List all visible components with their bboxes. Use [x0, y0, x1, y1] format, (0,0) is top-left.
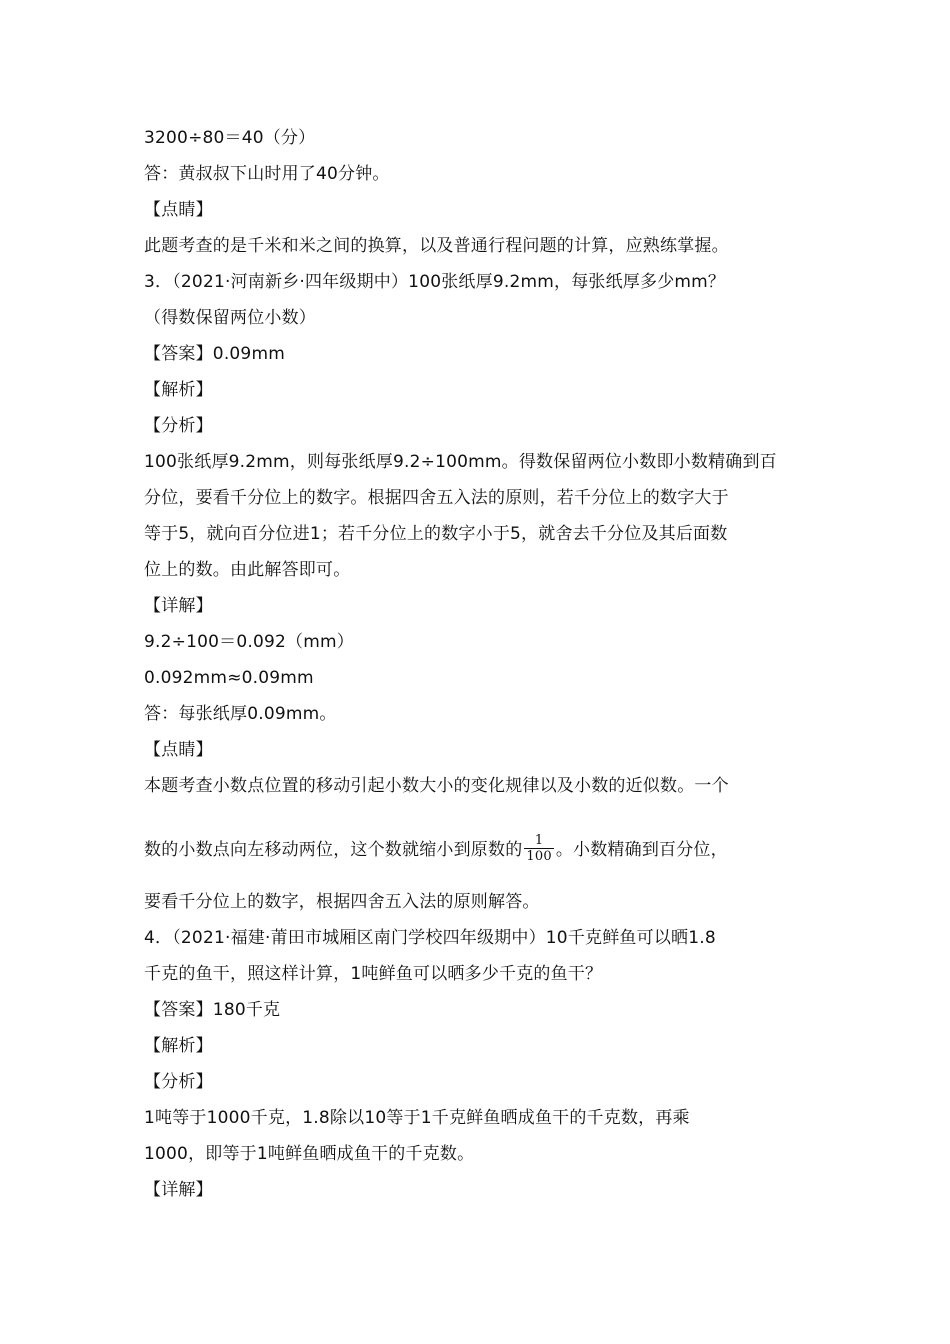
question-line: （得数保留两位小数） — [144, 308, 316, 328]
section-heading: 【分析】 — [144, 416, 213, 436]
answer-line: 答：黄叔叔下山时用了40分钟。 — [144, 164, 390, 184]
question-line: 4．（2021·福建·莆田市城厢区南门学校四年级期中）10千克鲜鱼可以晒1.8 — [144, 928, 716, 948]
paragraph-line: 等于5，就向百分位进1；若千分位上的数字小于5，就舍去千分位及其后面数 — [144, 524, 728, 544]
paragraph-line: 1000，即等于1吨鲜鱼晒成鱼干的千克数。 — [144, 1144, 475, 1164]
answer-line: 【答案】0.09mm — [144, 344, 285, 364]
section-heading: 【点睛】 — [144, 740, 213, 760]
section-heading: 【详解】 — [144, 1180, 213, 1200]
paragraph-line: 本题考查小数点位置的移动引起小数大小的变化规律以及小数的近似数。一个 — [144, 776, 729, 796]
paragraph-line: 要看千分位上的数字，根据四舍五入法的原则解答。 — [144, 892, 540, 912]
paragraph-line: 分位，要看千分位上的数字。根据四舍五入法的原则，若千分位上的数字大于 — [144, 488, 729, 508]
section-heading: 【详解】 — [144, 596, 213, 616]
section-heading: 【解析】 — [144, 380, 213, 400]
section-heading: 【点睛】 — [144, 200, 213, 220]
question-line: 3．（2021·河南新乡·四年级期中）100张纸厚9.2mm，每张纸厚多少mm？ — [144, 272, 726, 292]
paragraph-line: 位上的数。由此解答即可。 — [144, 560, 351, 580]
section-heading: 【解析】 — [144, 1036, 213, 1056]
fraction-paragraph-line — [144, 828, 824, 872]
fraction-one-hundredth — [524, 833, 553, 864]
paragraph-line: 100张纸厚9.2mm，则每张纸厚9.2÷100mm。得数保留两位小数即小数精确到百 — [144, 452, 777, 472]
fraction-line-before: 数的小数点向左移动两位，这个数就缩小到原数的 — [144, 840, 523, 860]
fraction-numerator: 1 — [534, 832, 544, 848]
calculation-line: 9.2÷100＝0.092（mm） — [144, 632, 354, 652]
question-line: 千克的鱼干，照这样计算，1吨鲜鱼可以晒多少千克的鱼干？ — [144, 964, 603, 984]
answer-line: 【答案】180千克 — [144, 1000, 281, 1020]
paragraph-line: 此题考查的是千米和米之间的换算，以及普通行程问题的计算，应熟练掌握。 — [144, 236, 729, 256]
paragraph-line: 1吨等于1000千克，1.8除以10等于1千克鲜鱼晒成鱼干的千克数，再乘 — [144, 1108, 690, 1128]
calculation-line: 3200÷80＝40（分） — [144, 128, 316, 148]
fraction-line-after: 。小数精确到百分位， — [555, 840, 728, 860]
answer-line: 答：每张纸厚0.09mm。 — [144, 704, 337, 724]
fraction-denominator: 100 — [526, 848, 552, 864]
section-heading: 【分析】 — [144, 1072, 213, 1092]
calculation-line: 0.092mm≈0.09mm — [144, 668, 314, 688]
